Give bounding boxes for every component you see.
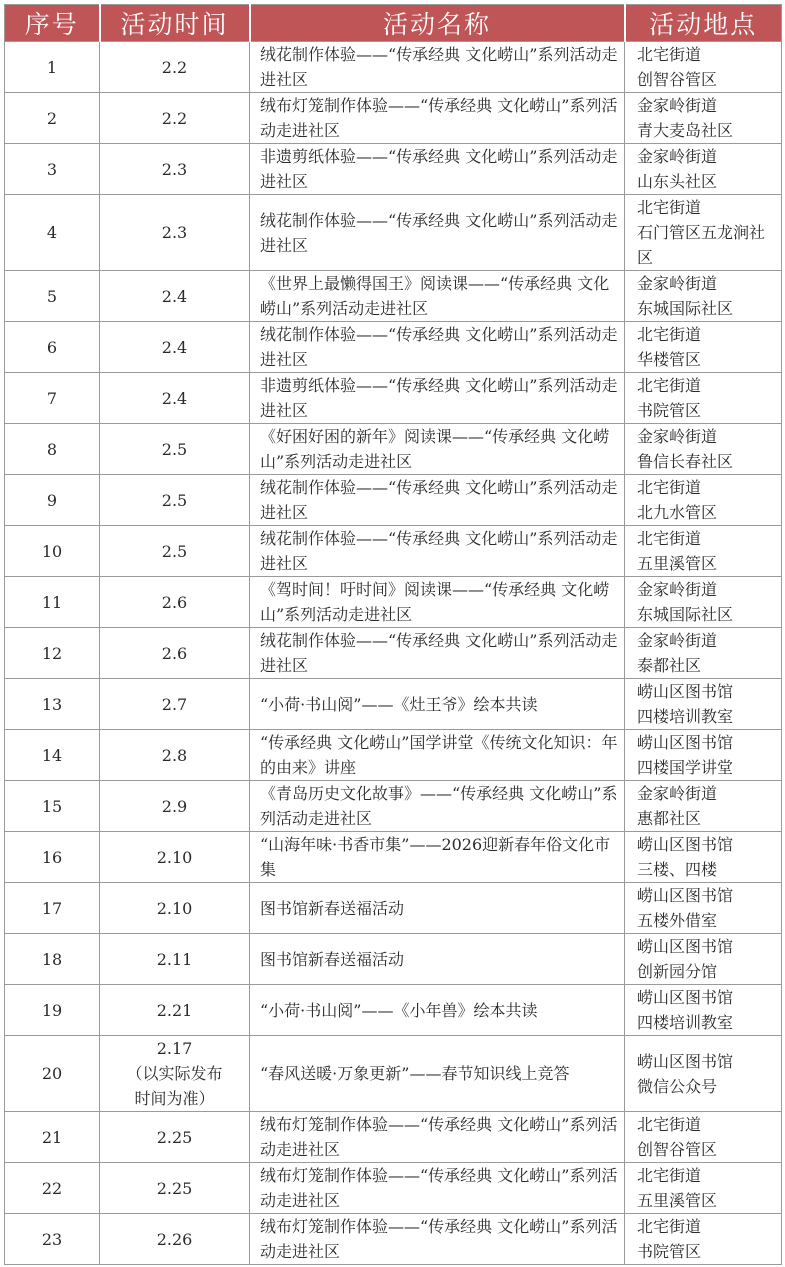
header-number: 序号 — [5, 5, 100, 42]
row-date: 2.26 — [100, 1214, 250, 1265]
table-row — [5, 628, 782, 679]
row-activity-name: 绒布灯笼制作体验——“传承经典 文化崂山”系列活动走进社区 — [250, 1163, 625, 1214]
row-number: 19 — [5, 985, 100, 1036]
row-activity-name: 绒花制作体验——“传承经典 文化崂山”系列活动走进社区 — [250, 526, 625, 577]
row-location: 崂山区图书馆 四楼国学讲堂 — [625, 730, 782, 781]
table-row — [5, 271, 782, 322]
table-row — [5, 883, 782, 934]
row-number: 20 — [5, 1036, 100, 1112]
row-number: 16 — [5, 832, 100, 883]
row-number: 4 — [5, 195, 100, 271]
row-location: 北宅街道 书院管区 — [625, 1214, 782, 1265]
row-date: 2.7 — [100, 679, 250, 730]
row-date: 2.25 — [100, 1163, 250, 1214]
header-location: 活动地点 — [625, 5, 782, 42]
row-date: 2.9 — [100, 781, 250, 832]
table-row — [5, 934, 782, 985]
table-row — [5, 730, 782, 781]
row-date: 2.2 — [100, 42, 250, 93]
row-location: 北宅街道 书院管区 — [625, 373, 782, 424]
row-number: 12 — [5, 628, 100, 679]
row-location: 崂山区图书馆 五楼外借室 — [625, 883, 782, 934]
row-date: 2.5 — [100, 475, 250, 526]
table-row — [5, 424, 782, 475]
row-number: 5 — [5, 271, 100, 322]
row-location: 金家岭街道 山东头社区 — [625, 144, 782, 195]
row-activity-name: 非遗剪纸体验——“传承经典 文化崂山”系列活动走进社区 — [250, 373, 625, 424]
row-location: 金家岭街道 东城国际社区 — [625, 271, 782, 322]
table-row — [5, 475, 782, 526]
activity-schedule-table — [4, 4, 782, 1265]
table-row — [5, 832, 782, 883]
row-activity-name: 绒布灯笼制作体验——“传承经典 文化崂山”系列活动走进社区 — [250, 1214, 625, 1265]
row-activity-name: 绒布灯笼制作体验——“传承经典 文化崂山”系列活动走进社区 — [250, 1112, 625, 1163]
table-row — [5, 93, 782, 144]
row-location: 崂山区图书馆 三楼、四楼 — [625, 832, 782, 883]
row-number: 1 — [5, 42, 100, 93]
row-number: 14 — [5, 730, 100, 781]
table-body — [5, 42, 782, 1265]
row-date: 2.17 （以实际发布 时间为准） — [100, 1036, 250, 1112]
row-date: 2.8 — [100, 730, 250, 781]
row-activity-name: “春风送暖·万象更新”——春节知识线上竞答 — [250, 1036, 625, 1112]
row-number: 2 — [5, 93, 100, 144]
row-number: 8 — [5, 424, 100, 475]
row-date: 2.3 — [100, 144, 250, 195]
table-header — [5, 5, 782, 42]
row-date: 2.5 — [100, 424, 250, 475]
row-location: 崂山区图书馆 四楼培训教室 — [625, 679, 782, 730]
table-row — [5, 577, 782, 628]
row-location: 北宅街道 北九水管区 — [625, 475, 782, 526]
table-row — [5, 373, 782, 424]
row-activity-name: 绒布灯笼制作体验——“传承经典 文化崂山”系列活动走进社区 — [250, 93, 625, 144]
row-location: 北宅街道 创智谷管区 — [625, 42, 782, 93]
table-row — [5, 679, 782, 730]
row-date: 2.5 — [100, 526, 250, 577]
row-location: 北宅街道 五里溪管区 — [625, 1163, 782, 1214]
row-activity-name: 绒花制作体验——“传承经典 文化崂山”系列活动走进社区 — [250, 628, 625, 679]
row-number: 23 — [5, 1214, 100, 1265]
table-row — [5, 526, 782, 577]
row-date: 2.21 — [100, 985, 250, 1036]
row-activity-name: 《青岛历史文化故事》——“传承经典 文化崂山”系列活动走进社区 — [250, 781, 625, 832]
row-number: 13 — [5, 679, 100, 730]
row-activity-name: 图书馆新春送福活动 — [250, 883, 625, 934]
table-row — [5, 195, 782, 271]
row-activity-name: 绒花制作体验——“传承经典 文化崂山”系列活动走进社区 — [250, 42, 625, 93]
row-location: 崂山区图书馆 创新园分馆 — [625, 934, 782, 985]
row-date: 2.10 — [100, 832, 250, 883]
row-number: 7 — [5, 373, 100, 424]
row-activity-name: 绒花制作体验——“传承经典 文化崂山”系列活动走进社区 — [250, 475, 625, 526]
row-location: 崂山区图书馆 微信公众号 — [625, 1036, 782, 1112]
row-location: 北宅街道 创智谷管区 — [625, 1112, 782, 1163]
row-activity-name: 《好困好困的新年》阅读课——“传承经典 文化崂山”系列活动走进社区 — [250, 424, 625, 475]
row-location: 金家岭街道 泰都社区 — [625, 628, 782, 679]
row-location: 金家岭街道 青大麦岛社区 — [625, 93, 782, 144]
row-location: 北宅街道 五里溪管区 — [625, 526, 782, 577]
header-activity-name: 活动名称 — [250, 5, 625, 42]
table-row — [5, 1163, 782, 1214]
row-date: 2.2 — [100, 93, 250, 144]
table-row — [5, 1214, 782, 1265]
row-activity-name: “小荷·书山阅”——《灶王爷》绘本共读 — [250, 679, 625, 730]
row-number: 10 — [5, 526, 100, 577]
row-date: 2.6 — [100, 577, 250, 628]
row-date: 2.4 — [100, 373, 250, 424]
row-number: 15 — [5, 781, 100, 832]
row-location: 北宅街道 华楼管区 — [625, 322, 782, 373]
header-row — [5, 5, 782, 42]
row-activity-name: 《驾时间！吁时间》阅读课——“传承经典 文化崂山”系列活动走进社区 — [250, 577, 625, 628]
row-location: 崂山区图书馆 四楼培训教室 — [625, 985, 782, 1036]
row-location: 金家岭街道 鲁信长春社区 — [625, 424, 782, 475]
row-activity-name: 非遗剪纸体验——“传承经典 文化崂山”系列活动走进社区 — [250, 144, 625, 195]
row-date: 2.25 — [100, 1112, 250, 1163]
table-row — [5, 144, 782, 195]
row-location: 金家岭街道 惠都社区 — [625, 781, 782, 832]
row-activity-name: 《世界上最懒得国王》阅读课——“传承经典 文化崂山”系列活动走进社区 — [250, 271, 625, 322]
table-row — [5, 1112, 782, 1163]
table-row — [5, 42, 782, 93]
row-date: 2.4 — [100, 271, 250, 322]
row-number: 9 — [5, 475, 100, 526]
row-activity-name: “山海年味·书香市集”——2026迎新春年俗文化市集 — [250, 832, 625, 883]
header-date: 活动时间 — [100, 5, 250, 42]
table-row — [5, 322, 782, 373]
row-activity-name: “小荷·书山阅”——《小年兽》绘本共读 — [250, 985, 625, 1036]
row-number: 21 — [5, 1112, 100, 1163]
row-date: 2.10 — [100, 883, 250, 934]
row-date: 2.4 — [100, 322, 250, 373]
row-number: 3 — [5, 144, 100, 195]
row-activity-name: 绒花制作体验——“传承经典 文化崂山”系列活动走进社区 — [250, 322, 625, 373]
row-number: 6 — [5, 322, 100, 373]
row-activity-name: “传承经典 文化崂山”国学讲堂《传统文化知识：年的由来》讲座 — [250, 730, 625, 781]
row-activity-name: 图书馆新春送福活动 — [250, 934, 625, 985]
table-row — [5, 781, 782, 832]
row-number: 22 — [5, 1163, 100, 1214]
row-date: 2.3 — [100, 195, 250, 271]
row-location: 金家岭街道 东城国际社区 — [625, 577, 782, 628]
row-number: 11 — [5, 577, 100, 628]
table-row — [5, 985, 782, 1036]
table-row — [5, 1036, 782, 1112]
row-activity-name: 绒花制作体验——“传承经典 文化崂山”系列活动走进社区 — [250, 195, 625, 271]
row-date: 2.6 — [100, 628, 250, 679]
row-location: 北宅街道 石门管区五龙涧社区 — [625, 195, 782, 271]
row-number: 18 — [5, 934, 100, 985]
row-date: 2.11 — [100, 934, 250, 985]
row-number: 17 — [5, 883, 100, 934]
